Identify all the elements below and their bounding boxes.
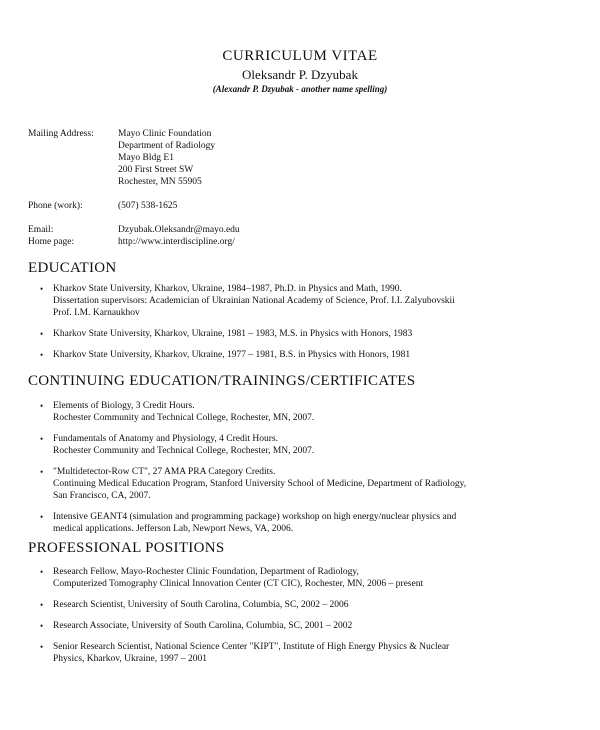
email-link[interactable]: Dzyubak.Oleksandr@mayo.edu bbox=[118, 225, 240, 235]
professional-positions-heading: PROFESSIONAL POSITIONS bbox=[28, 540, 225, 556]
list-item bbox=[28, 283, 568, 319]
list-item bbox=[28, 641, 568, 665]
list-item-line: San Francisco, CA, 2007. bbox=[53, 491, 151, 501]
cv-title: CURRICULUM VITAE bbox=[222, 48, 378, 64]
homepage-label: Home page: bbox=[28, 237, 75, 247]
education-list bbox=[28, 283, 568, 370]
list-item-line: • Senior Research Scientist, National Science Center "KIPT", Institute of High Energy Physics & Nuclear bbox=[53, 642, 450, 652]
list-item bbox=[28, 349, 568, 361]
continuing-education-list bbox=[28, 400, 568, 544]
list-item-line: Rochester Community and Technical College, Rochester, MN, 2007. bbox=[53, 413, 315, 423]
list-item-line: • Fundamentals of Anatomy and Physiology, 4 Credit Hours. bbox=[53, 434, 278, 444]
mailing-label: Mailing Address: bbox=[28, 129, 94, 139]
list-item-line: Computerized Tomography Clinical Innovation Center (CT CIC), Rochester, MN, 2006 – present bbox=[53, 579, 424, 589]
list-item bbox=[28, 620, 568, 632]
list-item bbox=[28, 328, 568, 340]
list-item bbox=[28, 599, 568, 611]
list-item-line: Physics, Kharkov, Ukraine, 1997 – 2001 bbox=[53, 654, 208, 664]
mailing-line: 200 First Street SW bbox=[118, 165, 194, 175]
education-heading: EDUCATION bbox=[28, 260, 117, 276]
list-item-line: • Kharkov State University, Kharkov, Ukraine, 1977 – 1981, B.S. in Physics with Honors, 1981 bbox=[53, 350, 411, 360]
homepage-link[interactable]: http://www.interdiscipline.org/ bbox=[118, 237, 235, 247]
email-label: Email: bbox=[28, 225, 54, 235]
professional-positions-list bbox=[28, 566, 568, 674]
list-item-line: • Research Scientist, University of South Carolina, Columbia, SC, 2002 – 2006 bbox=[53, 600, 349, 610]
person-name: Oleksandr P. Dzyubak bbox=[242, 67, 358, 82]
list-item-line: • Kharkov State University, Kharkov, Ukraine, 1984–1987, Ph.D. in Physics and Math, 1990. bbox=[53, 284, 402, 294]
list-item bbox=[28, 466, 568, 502]
list-item-line: • Research Fellow, Mayo-Rochester Clinic Foundation, Department of Radiology, bbox=[53, 567, 359, 577]
list-item-line: Continuing Medical Education Program, Stanford University School of Medicine, Department of Radiology, bbox=[53, 479, 467, 489]
mailing-line: Mayo Clinic Foundation bbox=[118, 129, 212, 139]
mailing-line: Department of Radiology bbox=[118, 141, 216, 151]
list-item-line: medical applications. Jefferson Lab, Newport News, VA, 2006. bbox=[53, 524, 294, 534]
phone-value: (507) 538-1625 bbox=[118, 201, 178, 211]
list-item bbox=[28, 433, 568, 457]
list-item-line: • Elements of Biology, 3 Credit Hours. bbox=[53, 401, 195, 411]
list-item bbox=[28, 400, 568, 424]
list-item-line: Prof. I.M. Karnaukhov bbox=[53, 308, 140, 318]
contact-block bbox=[28, 128, 568, 248]
list-item-line: • "Multidetector-Row CT", 27 AMA PRA Category Credits. bbox=[53, 467, 276, 477]
mailing-line: Mayo Bldg E1 bbox=[118, 153, 174, 163]
list-item-line: • Research Associate, University of South Carolina, Columbia, SC, 2001 – 2002 bbox=[53, 621, 353, 631]
list-item-line: Dissertation supervisors: Academician of Ukrainian National Academy of Science, Prof. I.I. Zalyubovskii bbox=[53, 296, 455, 306]
list-item-line: • Intensive GEANT4 (simulation and programming package) workshop on high energy/nuclear physics and bbox=[53, 512, 457, 522]
continuing-education-heading: CONTINUING EDUCATION/TRAININGS/CERTIFICATES bbox=[28, 373, 416, 389]
list-item bbox=[28, 511, 568, 535]
list-item-line: Rochester Community and Technical College, Rochester, MN, 2007. bbox=[53, 446, 315, 456]
mailing-line: Rochester, MN 55905 bbox=[118, 177, 202, 187]
name-alias: (Alexandr P. Dzyubak - another name spelling) bbox=[212, 84, 388, 94]
phone-label: Phone (work): bbox=[28, 201, 83, 211]
list-item bbox=[28, 566, 568, 590]
list-item-line: • Kharkov State University, Kharkov, Ukraine, 1981 – 1983, M.S. in Physics with Honors, 1983 bbox=[53, 329, 413, 339]
